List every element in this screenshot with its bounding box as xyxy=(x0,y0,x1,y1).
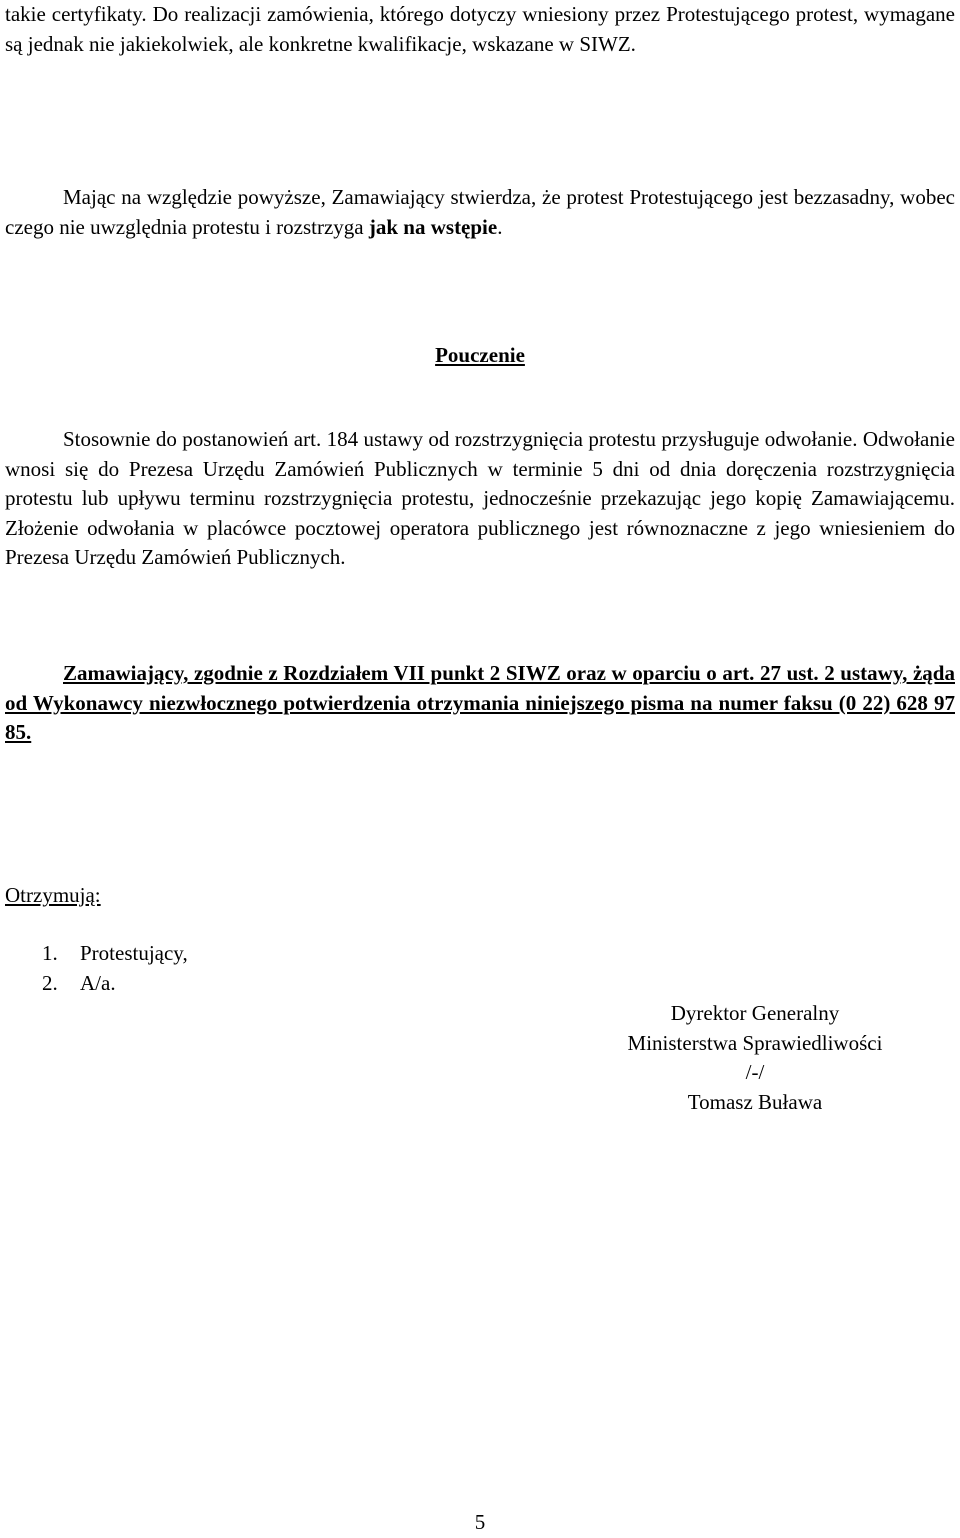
section-heading: Pouczenie xyxy=(435,343,525,367)
signature-ministry: Ministerstwa Sprawiedliwości xyxy=(627,1030,883,1055)
list-item-number: 1. xyxy=(42,941,58,965)
signature-block xyxy=(580,999,930,1117)
signature-name: Tomasz Buława xyxy=(687,1089,823,1114)
recipients-title: Otrzymują: xyxy=(5,883,101,907)
paragraph-instruction xyxy=(5,425,955,573)
paragraph-top xyxy=(5,0,955,59)
list-item-label: Protestujący, xyxy=(80,941,188,965)
paragraph-top-text: takie certyfikaty. Do realizacji zamówienia, którego dotyczy wniesiony przez Protestującego protest, wymagane są jednak nie jakiekolwiek, ale konkretne kwalifikacje, wskazane w SIWZ. xyxy=(5,2,955,56)
recipients-list xyxy=(42,939,188,998)
paragraph-request-text: Zamawiający, zgodnie z Rozdziałem VII punkt 2 SIWZ oraz w oparciu o art. 27 ust. 2 ustawy, żąda od Wykonawcy niezwłocznego potwierdzenia otrzymania niniejszego pisma na numer faksu (0 22) 628 97 85. xyxy=(5,661,955,744)
list-item xyxy=(42,969,188,999)
paragraph-request xyxy=(5,659,955,748)
paragraph-decision-end: . xyxy=(497,214,503,239)
paragraph-decision xyxy=(5,183,955,242)
signature-mark: /-/ xyxy=(745,1060,765,1084)
paragraph-decision-bold: jak na wstępie xyxy=(368,214,498,239)
signature-title: Dyrektor Generalny xyxy=(670,1001,840,1025)
paragraph-decision-text: Mając na względzie powyższe, Zamawiający stwierdza, że protest Protestującego jest bezzasadny, wobec czego nie uwzględnia protestu i rozstrzyga xyxy=(5,185,955,239)
page-number: 5 xyxy=(474,1510,486,1534)
list-item xyxy=(42,939,188,969)
list-item-number: 2. xyxy=(42,970,58,995)
list-item-label: A/a. xyxy=(80,970,116,995)
paragraph-instruction-text: Stosownie do postanowień art. 184 ustawy od rozstrzygnięcia protestu przysługuje odwołanie. Odwołanie wnosi się do Prezesa Urzędu Zamówień Publicznych w terminie 5 dni od dnia doręczenia rozstrzygnięcia protestu lub upływu terminu rozstrzygnięcia protestu, jednocześnie przekazując jego kopię Zamawiającemu. Złożenie odwołania w placówce pocztowej operatora publicznego jest równoznaczne z jego wniesieniem do Prezesa Urzędu Zamówień Publicznych. xyxy=(5,427,955,569)
